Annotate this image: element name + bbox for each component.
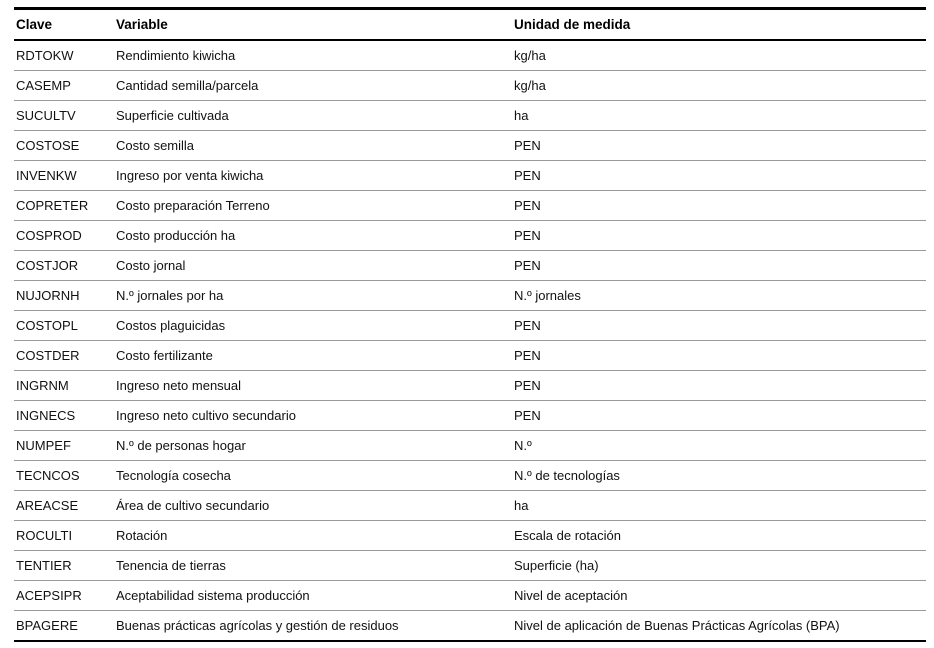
table-row: [14, 491, 926, 521]
cell-variable: Buenas prácticas agrícolas y gestión de residuos: [114, 611, 512, 642]
cell-unidad: PEN: [512, 161, 926, 191]
table-row: [14, 371, 926, 401]
cell-clave: COPRETER: [14, 191, 114, 221]
cell-unidad: PEN: [512, 341, 926, 371]
cell-variable: Rendimiento kiwicha: [114, 40, 512, 71]
table-row: [14, 191, 926, 221]
cell-clave: ACEPSIPR: [14, 581, 114, 611]
cell-variable: Tenencia de tierras: [114, 551, 512, 581]
cell-clave: SUCULTV: [14, 101, 114, 131]
cell-unidad: PEN: [512, 401, 926, 431]
cell-variable: Ingreso por venta kiwicha: [114, 161, 512, 191]
cell-clave: NUJORNH: [14, 281, 114, 311]
cell-variable: Aceptabilidad sistema producción: [114, 581, 512, 611]
cell-unidad: Nivel de aplicación de Buenas Prácticas Agrícolas (BPA): [512, 611, 926, 642]
cell-unidad: Superficie (ha): [512, 551, 926, 581]
cell-clave: NUMPEF: [14, 431, 114, 461]
cell-unidad: PEN: [512, 371, 926, 401]
cell-clave: AREACSE: [14, 491, 114, 521]
cell-variable: Área de cultivo secundario: [114, 491, 512, 521]
cell-unidad: PEN: [512, 191, 926, 221]
cell-clave: COSTJOR: [14, 251, 114, 281]
cell-variable: N.º jornales por ha: [114, 281, 512, 311]
cell-variable: Costo jornal: [114, 251, 512, 281]
table-row: [14, 71, 926, 101]
cell-unidad: ha: [512, 101, 926, 131]
table-row: [14, 251, 926, 281]
table-row: [14, 281, 926, 311]
table-row: [14, 551, 926, 581]
cell-unidad: PEN: [512, 221, 926, 251]
cell-variable: Costo fertilizante: [114, 341, 512, 371]
cell-variable: Costo preparación Terreno: [114, 191, 512, 221]
cell-clave: COSTOSE: [14, 131, 114, 161]
table-body: [14, 40, 926, 641]
table-row: [14, 581, 926, 611]
table-row: [14, 101, 926, 131]
table-row: [14, 161, 926, 191]
cell-unidad: PEN: [512, 251, 926, 281]
cell-unidad: kg/ha: [512, 40, 926, 71]
header-row: [14, 9, 926, 41]
header-unidad: Unidad de medida: [512, 9, 926, 41]
cell-unidad: N.º: [512, 431, 926, 461]
table-row: [14, 221, 926, 251]
cell-clave: RDTOKW: [14, 40, 114, 71]
header-clave: Clave: [14, 9, 114, 41]
cell-variable: Ingreso neto mensual: [114, 371, 512, 401]
cell-variable: Cantidad semilla/parcela: [114, 71, 512, 101]
cell-clave: BPAGERE: [14, 611, 114, 642]
cell-clave: COSTOPL: [14, 311, 114, 341]
cell-clave: INGNECS: [14, 401, 114, 431]
cell-clave: INGRNM: [14, 371, 114, 401]
cell-variable: Costos plaguicidas: [114, 311, 512, 341]
cell-clave: COSTDER: [14, 341, 114, 371]
cell-clave: TENTIER: [14, 551, 114, 581]
cell-variable: Rotación: [114, 521, 512, 551]
cell-unidad: PEN: [512, 311, 926, 341]
table-row: [14, 521, 926, 551]
table-row: [14, 611, 926, 642]
cell-variable: Tecnología cosecha: [114, 461, 512, 491]
cell-unidad: Escala de rotación: [512, 521, 926, 551]
table-row: [14, 341, 926, 371]
cell-unidad: PEN: [512, 131, 926, 161]
table-row: [14, 431, 926, 461]
cell-unidad: ha: [512, 491, 926, 521]
cell-clave: COSPROD: [14, 221, 114, 251]
cell-variable: Costo semilla: [114, 131, 512, 161]
cell-variable: Ingreso neto cultivo secundario: [114, 401, 512, 431]
cell-clave: TECNCOS: [14, 461, 114, 491]
cell-unidad: N.º jornales: [512, 281, 926, 311]
variables-table: [14, 7, 926, 642]
cell-unidad: N.º de tecnologías: [512, 461, 926, 491]
cell-variable: N.º de personas hogar: [114, 431, 512, 461]
cell-variable: Superficie cultivada: [114, 101, 512, 131]
table-row: [14, 311, 926, 341]
cell-clave: ROCULTI: [14, 521, 114, 551]
table-header: [14, 9, 926, 41]
cell-variable: Costo producción ha: [114, 221, 512, 251]
cell-unidad: kg/ha: [512, 71, 926, 101]
cell-clave: CASEMP: [14, 71, 114, 101]
table-row: [14, 40, 926, 71]
table-row: [14, 401, 926, 431]
table-row: [14, 461, 926, 491]
cell-clave: INVENKW: [14, 161, 114, 191]
table-row: [14, 131, 926, 161]
cell-unidad: Nivel de aceptación: [512, 581, 926, 611]
header-variable: Variable: [114, 9, 512, 41]
